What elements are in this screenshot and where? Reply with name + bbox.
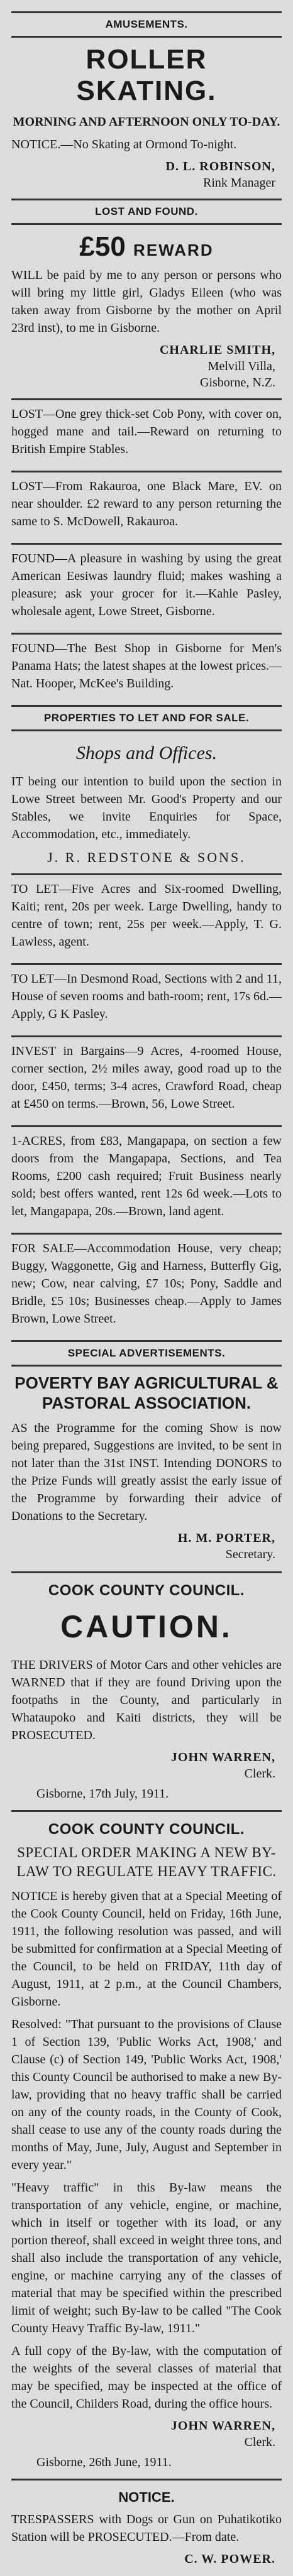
signer-name: C. W. POWER. bbox=[184, 2552, 275, 2566]
section-header-lost-found: LOST AND FOUND. bbox=[11, 199, 282, 225]
section-header-special: SPECIAL ADVERTISEMENTS. bbox=[11, 1340, 282, 1367]
signer-name: JOHN WARREN, bbox=[170, 1750, 275, 1764]
divider bbox=[11, 2479, 282, 2480]
special-order-text: A full copy of the By-law, with the computation of the weights of the several classes of material that may be specified, may be inspected at the office of the Council, Childers Road, during the office hours. bbox=[11, 2344, 282, 2411]
signer-name: H. M. PORTER, bbox=[177, 1531, 275, 1545]
signer-address-line: Melvill Villa, bbox=[207, 359, 275, 373]
notice-date: Gisborne, 17th July, 1911. bbox=[36, 1787, 169, 1801]
signer-name: JOHN WARREN, bbox=[170, 2419, 275, 2433]
reward-amount: £50 bbox=[79, 231, 126, 262]
classified-ad bbox=[11, 398, 282, 463]
reward-word: REWARD bbox=[133, 241, 214, 259]
special-order-title: SPECIAL ORDER MAKING A NEW BY-LAW TO REGULATE HEAVY TRAFFIC. bbox=[16, 1845, 277, 1879]
council-name: COOK COUNTY COUNCIL. bbox=[48, 1582, 245, 1599]
association-signature bbox=[11, 1530, 275, 1563]
firm-name: J. R. REDSTONE & SONS. bbox=[47, 849, 246, 865]
special-order-signature bbox=[11, 2418, 275, 2450]
classified-ad bbox=[11, 873, 282, 956]
ad-text: FOUND—A pleasure in washing by using the great American Eesiwas laundry fluid; makes washing a pleasure; ask your grocer for it.—Kahle Pasley, wholesale agent, Lowe Street, Gisborne. bbox=[11, 552, 282, 618]
notice-header: NOTICE. bbox=[118, 2489, 175, 2505]
classified-ad bbox=[11, 1125, 282, 1225]
association-title: POVERTY BAY AGRICULTURAL & PASTORAL ASSOCIATION. bbox=[14, 1373, 279, 1412]
signer-role: Clerk. bbox=[244, 2435, 275, 2449]
classified-ad bbox=[11, 633, 282, 697]
notice-signature bbox=[11, 2551, 275, 2567]
caution-text: THE DRIVERS of Motor Cars and other vehicles are WARNED that if they are found Driving upon the footpaths in the County, and particularly in Whataupoko and Kaiti districts, they will be PROSECUTED. bbox=[11, 1658, 282, 1742]
ad-text: INVEST in Bargains—9 Acres, 4-roomed House, corner section, 2½ miles away, good road up to the door, £450, terms; 3-4 acres, Crawford Road, cheap at £450 on terms.—Brown, 56, Lowe Street. bbox=[11, 1044, 282, 1111]
ad-text: TO LET—Five Acres and Six-roomed Dwelling, Kaiti; rent, 20s per week. Large Dwelling, handy to centre of town; rent, 25s per week.—Apply, T. G. Lawless, agent. bbox=[11, 882, 282, 949]
ad-signature bbox=[11, 158, 275, 191]
shops-offices-text: IT being our intention to build upon the section in Lowe Street between Mr. Good's Property and our Stables, we invite Enquiries for Space, Accommodation, etc., immediately. bbox=[11, 775, 282, 841]
ad-text: FOR SALE—Accommodation House, very cheap; Buggy, Waggonette, Gig and Harness, Butterfly Gig, new; Cow, near calving, £7 10s; Pony, Saddle and Bridle, £5 10s; Businesses cheap.—Apply to James Brown, Lowe Street. bbox=[11, 1242, 282, 1326]
association-text: AS the Programme for the coming Show is now being prepared, Suggestions are invited, to be sent in not later than the 31st INST. Intending DONORS to the Prize Funds will greatly assist the early issue of the Programme by forwarding their advice of Donations to the Secretary. bbox=[11, 1421, 282, 1523]
classified-ad bbox=[11, 963, 282, 1028]
caution-title: CAUTION. bbox=[60, 1609, 233, 1644]
ad-notice: NOTICE.—No Skating at Ormond To-night. bbox=[11, 138, 237, 151]
ad-text: FOUND—The Best Shop in Gisborne for Men's Panama Hats; the latest shapes at the lowest prices.—Nat. Hooper, McKee's Building. bbox=[11, 641, 282, 690]
reward-heading bbox=[11, 231, 282, 263]
notice-text: TRESPASSERS with Dogs or Gun on Puhatikotiko Station will be PROSECUTED.—From date. bbox=[11, 2513, 282, 2544]
section-header-properties: PROPERTIES TO LET AND FOR SALE. bbox=[11, 705, 282, 731]
classified-ad bbox=[11, 471, 282, 535]
ad-title-roller-skating: ROLLER SKATING. bbox=[76, 44, 217, 106]
reward-signature bbox=[11, 342, 275, 391]
ad-subtitle: MORNING AND AFTERNOON ONLY TO-DAY. bbox=[13, 115, 280, 129]
signer-address-line: Gisborne, N.Z. bbox=[200, 376, 275, 390]
ad-text: LOST—One grey thick-set Cob Pony, with cover on, hogged mane and tail.—Reward on returning to British Empire Stables. bbox=[11, 407, 282, 456]
signer-name: D. L. ROBINSON, bbox=[165, 160, 275, 173]
classified-ad bbox=[11, 1233, 282, 1333]
section-header-amusements: AMUSEMENTS. bbox=[11, 11, 282, 38]
ad-text: 1-ACRES, from £83, Mangapapa, on section a few doors from the Mangapapa, Sections, and Tea Rooms, £200 cash required; Fruit Business nearly sold; best offers wanted, rent 12s 6d week.—Lots to let, Mangapapa, 20s.—Brown, land agent. bbox=[11, 1134, 282, 1218]
council-name: COOK COUNTY COUNCIL. bbox=[48, 1821, 245, 1838]
reward-text: WILL be paid by me to any person or persons who will bring my little girl, Gladys Eileen (who was taken away from Gisborne by the mother on April 23rd inst), to me in Gisborne. bbox=[11, 268, 282, 335]
special-order-text: "Heavy traffic" in this By-law means the transportation of any vehicle, engine, or machine, which in itself or together with its load, or any portion thereof, shall exceed in weight three tons, and shall also include the transportation of any vehicle, engine, or machine carrying any of the classes of material that may be specified within the prescribed limit of weight; such By-law to be called "The Cook County Heavy Traffic By-law, 1911." bbox=[11, 2181, 282, 2335]
caution-signature bbox=[11, 1749, 275, 1782]
classified-ad bbox=[11, 543, 282, 625]
special-order-text: Resolved: "That pursuant to the provisions of Clause 1 of Section 139, 'Public Works Act, 1908,' and Clause (c) of Section 149, 'Public Works Act, 1908,' this County Council be authorised to make a new By-law, providing that no heavy traffic shall be carried on any of the county roads, in the County of Cook, shall cease to use any of the county roads during the months of May, June, July, August and September in every year." bbox=[11, 2017, 282, 2172]
signer-name: CHARLIE SMITH, bbox=[159, 343, 275, 357]
classified-ad bbox=[11, 1035, 282, 1118]
newspaper-column bbox=[11, 0, 282, 2576]
divider bbox=[11, 1571, 282, 1573]
signer-role: Secretary. bbox=[225, 1547, 275, 1561]
divider bbox=[11, 1810, 282, 1812]
shops-offices-title: Shops and Offices. bbox=[75, 743, 218, 763]
special-order-text: NOTICE is hereby given that at a Special Meeting of the Cook County Council, held on Friday, 16th June, 1911, the following resolution was passed, and will be submitted for confirmation at a Special Meeting of the Council, to be held on FRIDAY, 11th day of August, 1911, at 2 p.m., at the Council Chambers, Gisborne. bbox=[11, 1889, 282, 2009]
signer-role: Rink Manager bbox=[203, 176, 275, 190]
ad-text: LOST—From Rakauroa, one Black Mare, EV. on near shoulder. £2 reward to any person returning the same to S. McDowell, Rakauroa. bbox=[11, 479, 282, 528]
ad-text: TO LET—In Desmond Road, Sections with 2 and 11, House of seven rooms and bath-room; rent, 17s 6d.—Apply, G K Pasley. bbox=[11, 972, 282, 1021]
signer-role: Clerk. bbox=[244, 1767, 275, 1781]
notice-date: Gisborne, 26th June, 1911. bbox=[36, 2455, 172, 2469]
